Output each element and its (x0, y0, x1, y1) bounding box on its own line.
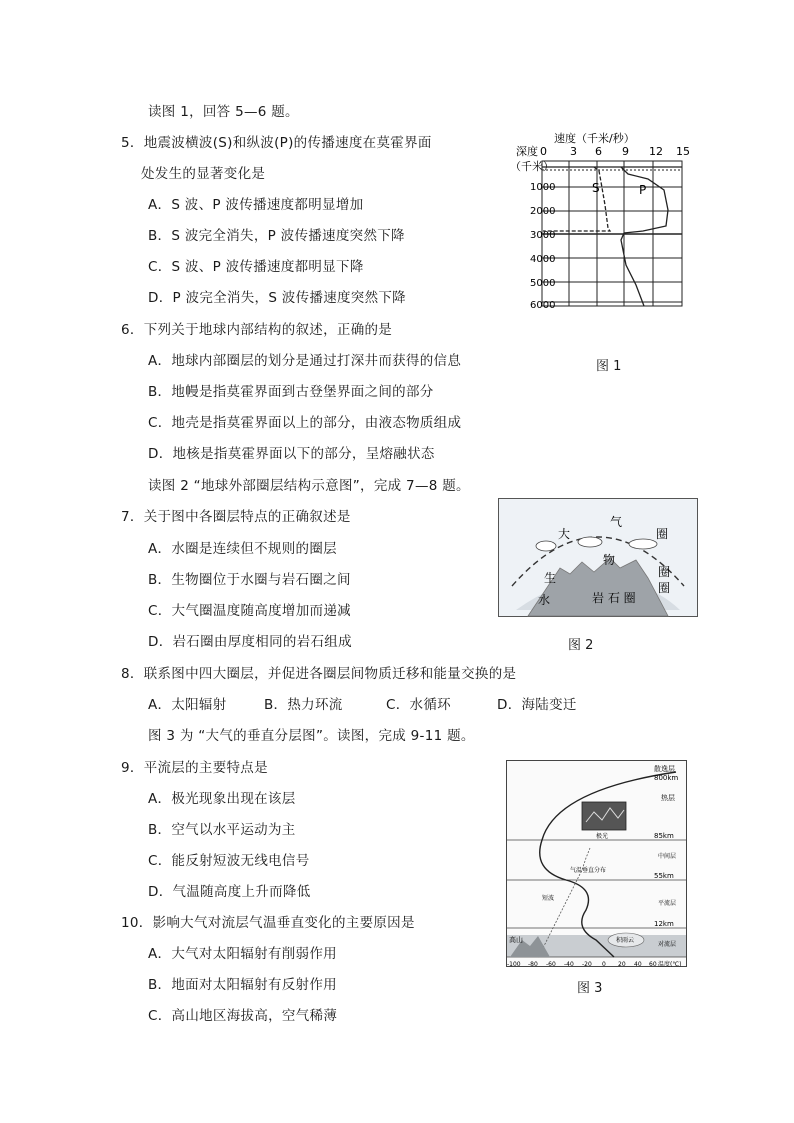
fig3-layer-thermo: 热层 (661, 794, 675, 802)
fig1-s-label: S (592, 181, 600, 195)
fig3-xtick: 20 (618, 961, 626, 968)
q6-option-c: C．地壳是指莫霍界面以上的部分，由液态物质组成 (148, 415, 462, 431)
fig3-xtick: -100 (507, 961, 521, 968)
fig3-layer-strato: 平流层 (658, 900, 677, 907)
question-5-stem-cont: 处发生的显著变化是 (141, 166, 266, 182)
q7-option-b: B．生物圈位于水圈与岩石圈之间 (148, 572, 351, 588)
question-10-stem: 10．影响大气对流层气温垂直变化的主要原因是 (121, 915, 415, 931)
q6-option-d: D．地核是指莫霍界面以下的部分，呈熔融状态 (148, 446, 435, 462)
q6-option-a: A．地球内部圈层的划分是通过打深井而获得的信息 (148, 353, 462, 369)
fig3-xtick: -20 (582, 961, 592, 968)
q7-option-d: D．岩石圈由厚度相同的岩石组成 (148, 634, 352, 650)
fig2-atmos-char-3: 圈 (656, 527, 669, 541)
fig2-atmos-char-2: 气 (610, 515, 623, 529)
q10-option-b: B．地面对太阳辐射有反射作用 (148, 977, 337, 993)
figure-2-spheres (498, 498, 698, 618)
fig3-km-12: 12km (654, 920, 674, 928)
q9-option-b: B．空气以水平运动为主 (148, 822, 296, 838)
q10-option-c: C．高山地区海拔高，空气稀薄 (148, 1008, 338, 1024)
fig3-aurora-label: 极光 (596, 833, 609, 840)
q9-option-d: D．气温随高度上升而降低 (148, 884, 311, 900)
fig3-layer-meso: 中间层 (658, 853, 677, 860)
figure-3-atmosphere (506, 760, 688, 970)
fig1-caption: 图 1 (596, 359, 622, 374)
fig3-cloud-label: 积雨云 (616, 937, 635, 944)
fig3-xtick: -80 (528, 961, 538, 968)
fig3-mountain-label: 高山 (509, 936, 523, 944)
q7-option-a: A．水圈是连续但不规则的圈层 (148, 541, 337, 557)
question-5-stem: 5．地震波横波(S)和纵波(P)的传播速度在莫霍界面 (121, 135, 432, 151)
q9-option-a: A．极光现象出现在该层 (148, 791, 296, 807)
q5-option-d: D．P 波完全消失，S 波传播速度突然下降 (148, 290, 406, 306)
fig2-bio-char-1: 生 (544, 571, 557, 585)
fig3-curve-label-short: 短波 (542, 895, 555, 902)
q8-option-d: D．海陆变迁 (497, 697, 577, 713)
fig2-atmos-char-1: 大 (558, 527, 571, 541)
fig1-speed-tick-3: 3 (570, 145, 577, 158)
q10-option-a: A．大气对太阳辐射有削弱作用 (148, 946, 337, 962)
fig3-xtick: -40 (564, 961, 574, 968)
fig3-caption: 图 3 (577, 981, 603, 996)
q5-option-c: C．S 波、P 波传播速度都明显下降 (148, 259, 364, 275)
fig3-xtick: 0 (602, 961, 606, 968)
q9-option-c: C．能反射短波无线电信号 (148, 853, 310, 869)
fig2-bio-char-4: 圈 (658, 581, 671, 595)
fig3-layer-tropo: 对流层 (658, 941, 677, 948)
fig3-xtick: -60 (546, 961, 556, 968)
fig3-curve-label-temp: 气温垂直分布 (570, 867, 607, 874)
fig3-xtick: 60 (649, 961, 657, 968)
question-7-stem: 7．关于图中各圈层特点的正确叙述是 (121, 509, 351, 525)
fig1-speed-tick-6: 6 (595, 145, 602, 158)
q8-option-b: B．热力环流 (264, 697, 343, 713)
fig1-speed-tick-9: 9 (622, 145, 629, 158)
fig2-bio-char-2: 物 (603, 553, 616, 567)
fig2-water-label: 水 (538, 593, 551, 607)
fig1-speed-label: 速度（千米/秒） (554, 132, 635, 145)
intro-fig2: 读图 2 “地球外部圈层结构示意图”，完成 7—8 题。 (148, 478, 470, 494)
fig1-depth-tick-2000: 2000 (530, 206, 556, 217)
fig1-depth-tick-4000: 4000 (530, 254, 556, 265)
intro-fig3: 图 3 为 “大气的垂直分层图”。读图，完成 9-11 题。 (148, 728, 475, 744)
fig2-caption: 图 2 (568, 638, 594, 653)
question-9-stem: 9．平流层的主要特点是 (121, 760, 268, 776)
fig1-speed-tick-0: 0 (540, 145, 547, 158)
fig2-bio-char-3: 圈 (658, 565, 671, 579)
figure-1-seismic-chart (508, 130, 698, 312)
fig2-litho-label: 岩 石 圈 (592, 591, 636, 605)
fig1-depth-unit: （千米） (510, 160, 554, 173)
q6-option-b: B．地幔是指莫霍界面到古登堡界面之间的部分 (148, 384, 434, 400)
q8-option-c: C．水循环 (386, 697, 451, 713)
q5-option-b: B．S 波完全消失，P 波传播速度突然下降 (148, 228, 405, 244)
fig1-depth-tick-1000: 1000 (530, 182, 556, 193)
fig1-speed-tick-15: 15 (676, 145, 690, 158)
fig1-speed-tick-12: 12 (649, 145, 663, 158)
q7-option-c: C．大气圈温度随高度增加而递减 (148, 603, 351, 619)
fig1-depth-label: 深度 (516, 145, 538, 158)
fig3-layer-top: 散逸层 (654, 765, 675, 773)
fig3-xtick: 40 (634, 961, 642, 968)
fig3-km-85: 85km (654, 832, 674, 840)
fig1-s-wave-curve (543, 167, 610, 231)
q5-option-a: A．S 波、P 波传播速度都明显增加 (148, 197, 364, 213)
fig3-x-unit: 温度(℃) (658, 961, 682, 968)
intro-fig1: 读图 1，回答 5—6 题。 (148, 104, 299, 120)
question-6-stem: 6．下列关于地球内部结构的叙述，正确的是 (121, 322, 393, 338)
fig1-depth-tick-3000: 3000 (530, 230, 556, 241)
fig3-km-800: 800km (654, 774, 679, 782)
fig1-depth-tick-5000: 5000 (530, 278, 556, 289)
fig3-km-55: 55km (654, 872, 674, 880)
fig1-p-label: P (639, 183, 647, 197)
q8-option-a: A．太阳辐射 (148, 697, 227, 713)
question-8-stem: 8．联系图中四大圈层，并促进各圈层间物质迁移和能量交换的是 (121, 666, 517, 682)
fig1-depth-tick-6000: 6000 (530, 300, 556, 311)
